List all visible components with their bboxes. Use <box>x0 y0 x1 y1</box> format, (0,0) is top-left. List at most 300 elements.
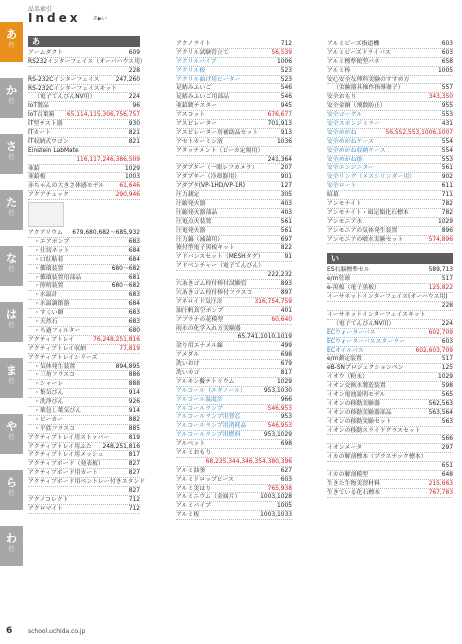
entry-name: ・洗浄びん <box>34 399 64 406</box>
index-entry[interactable] <box>176 40 292 49</box>
kana-tab-3[interactable] <box>0 190 23 230</box>
index-entry[interactable] <box>176 325 292 334</box>
index-entry[interactable] <box>327 102 453 111</box>
entry-page-refs: 819 <box>128 434 140 441</box>
index-entry[interactable] <box>327 409 453 418</box>
index-entry[interactable] <box>327 129 453 138</box>
index-entry[interactable] <box>176 76 292 85</box>
index-entry[interactable] <box>327 191 453 200</box>
entry-page-refs: 953,1030 <box>263 387 292 394</box>
index-entry[interactable] <box>28 478 146 487</box>
kana-tab-6[interactable] <box>0 358 23 398</box>
index-entry[interactable] <box>327 173 453 182</box>
index-entry[interactable] <box>176 67 292 76</box>
index-entry[interactable] <box>176 378 292 387</box>
entry-name: 安全金網（飛散防止） <box>327 103 386 110</box>
index-entry[interactable] <box>327 49 453 58</box>
entry-page-refs: 125,822 <box>428 285 453 292</box>
entry-name: アクアチェック <box>28 192 69 199</box>
index-entry[interactable] <box>28 58 146 67</box>
index-entry[interactable] <box>176 280 292 289</box>
index-entry[interactable] <box>176 405 292 414</box>
entry-page-refs: 712 <box>128 505 140 512</box>
index-entry[interactable] <box>176 236 292 245</box>
entry-name: eB-SNプロジェクションペン <box>327 365 404 372</box>
entry-page-refs: 125 <box>441 365 453 372</box>
entry-name: アルミ棒 <box>327 67 351 74</box>
index-entry[interactable] <box>176 307 292 316</box>
entry-name: アメダル <box>176 352 200 359</box>
index-entry[interactable] <box>327 355 453 364</box>
entry-page-refs: 589,713 <box>428 267 453 274</box>
index-column-3 <box>327 40 453 498</box>
index-entry[interactable] <box>176 369 292 378</box>
entry-page-refs: 343,350 <box>428 94 453 101</box>
index-entry[interactable] <box>176 422 292 431</box>
entry-name: IT型テスト器 <box>28 121 63 128</box>
entry-name: アクリル試験管立て <box>176 49 229 56</box>
entry-name: ・シャーレ <box>34 381 64 388</box>
entry-name: （実験器具操作指導冊子） <box>333 85 404 92</box>
entry-page-refs: 817 <box>280 369 292 376</box>
index-entry[interactable] <box>176 111 292 120</box>
entry-page-refs: 684 <box>128 256 140 263</box>
index-entry[interactable] <box>176 511 292 520</box>
entry-page-refs: 902 <box>441 174 453 181</box>
entry-name: e-黒板（電子黒板） <box>327 285 380 292</box>
entry-page-refs: 782 <box>441 201 453 208</box>
kana-tab-letter: あ <box>6 28 17 41</box>
index-entry[interactable] <box>327 373 453 382</box>
entry-page-refs: 1029 <box>438 374 453 381</box>
kana-tab-5[interactable] <box>0 302 23 342</box>
index-entry[interactable] <box>327 236 453 245</box>
entry-name: 圧力測定 <box>176 192 200 199</box>
entry-name: ・集気びん <box>34 390 64 397</box>
entry-page-refs: 684 <box>128 247 140 254</box>
index-entry[interactable] <box>327 400 453 409</box>
index-entry[interactable] <box>28 398 140 407</box>
entry-page-refs: 401 <box>280 307 292 314</box>
index-entry[interactable] <box>28 354 140 363</box>
index-entry[interactable] <box>28 443 140 452</box>
entry-page-refs: 712 <box>128 496 140 503</box>
index-entry[interactable] <box>176 493 292 502</box>
index-entry[interactable] <box>28 120 140 129</box>
index-column-1 <box>28 35 146 514</box>
index-entry[interactable] <box>327 147 453 156</box>
entry-name: 圧電点火装置 <box>176 218 212 225</box>
kana-tab-column <box>0 0 23 644</box>
index-entry[interactable] <box>327 67 453 76</box>
index-entry[interactable] <box>176 253 292 262</box>
entry-name: ・循環装置 <box>34 265 64 272</box>
index-entry[interactable] <box>28 191 140 200</box>
entry-page-refs: 603 <box>441 41 453 47</box>
index-entry[interactable] <box>176 440 292 449</box>
index-entry[interactable] <box>327 200 453 209</box>
index-entry[interactable] <box>327 164 453 173</box>
index-entry[interactable] <box>327 418 453 427</box>
index-category-label: 品名索引 <box>28 6 53 13</box>
kana-tab-gyo: 行 <box>8 378 15 385</box>
entry-name: アクティブトレイシリーズ <box>28 354 98 361</box>
entry-page-refs: 896 <box>441 227 453 234</box>
index-entry[interactable] <box>176 218 292 227</box>
entry-name: アンモニア水 <box>327 218 363 225</box>
index-entry[interactable] <box>176 209 292 218</box>
entry-name: 安心安全な理科実験のすすめ方 <box>327 76 410 83</box>
kana-tab-2[interactable] <box>0 134 23 174</box>
index-entry[interactable] <box>176 413 292 422</box>
kana-tab-letter: ま <box>6 364 17 377</box>
entry-page-refs: 297 <box>441 445 453 452</box>
kana-tab-4[interactable] <box>0 246 23 286</box>
index-entry[interactable] <box>28 247 140 256</box>
entry-name: アルミパイプ <box>176 503 211 510</box>
entry-name: アンモニアの噴水実験セット <box>327 236 404 243</box>
index-entry[interactable] <box>327 347 453 356</box>
index-entry[interactable] <box>28 85 140 94</box>
kana-tab-gyo: 行 <box>8 322 15 329</box>
index-entry[interactable] <box>327 93 453 102</box>
index-entry[interactable] <box>28 336 140 345</box>
entry-page-refs: 566 <box>441 436 453 443</box>
entry-name: アルコール（エタノール） <box>176 387 246 394</box>
index-entry[interactable] <box>28 309 140 318</box>
index-entry[interactable] <box>176 120 292 129</box>
entry-name: 圧力鍋（減菌用） <box>176 236 224 243</box>
index-entry[interactable] <box>176 262 292 271</box>
entry-name: 安全ロート <box>327 183 357 190</box>
kana-tab-letter: は <box>6 308 17 321</box>
entry-name: 圧縮発火器 <box>176 201 206 208</box>
entry-name: ・照明装置 <box>34 283 64 290</box>
index-entry[interactable] <box>176 84 292 93</box>
entry-name: e/m管球 <box>327 276 351 283</box>
index-entry[interactable] <box>327 320 453 329</box>
index-entry[interactable] <box>28 460 140 469</box>
index-entry[interactable] <box>327 471 453 480</box>
kana-tab-1[interactable] <box>0 78 23 118</box>
index-entry[interactable] <box>28 238 140 247</box>
entry-page-refs: 565 <box>441 391 453 398</box>
entry-page-refs: 1029 <box>438 218 453 225</box>
index-entry[interactable] <box>28 165 140 174</box>
index-entry[interactable] <box>176 164 292 173</box>
index-entry[interactable] <box>327 311 453 320</box>
index-entry[interactable] <box>176 93 292 102</box>
index-entry[interactable] <box>327 182 453 191</box>
entry-page-refs: 116,117,246,386,509 <box>76 156 140 163</box>
entry-name: アクノコレクト <box>28 496 69 503</box>
index-entry[interactable] <box>176 485 292 494</box>
entry-page-refs: 680 <box>128 327 140 334</box>
index-entry[interactable] <box>28 505 140 514</box>
index-entry[interactable] <box>28 380 140 389</box>
entry-name: ・三角フラスコ <box>34 372 76 379</box>
index-entry[interactable] <box>176 289 292 298</box>
entry-name: 後付型電子黒板キット <box>176 245 235 252</box>
index-entry[interactable] <box>176 129 292 138</box>
index-entry[interactable] <box>28 274 140 283</box>
index-entry[interactable] <box>28 129 140 138</box>
index-entry[interactable] <box>327 76 453 85</box>
index-entry[interactable] <box>327 329 453 338</box>
index-entry[interactable] <box>327 84 453 93</box>
entry-name: RS-232Cインターフェイス <box>28 76 100 83</box>
entry-name: ・平底フラスコ <box>34 425 76 432</box>
entry-name: アクティブトレイ用メッシュ <box>28 452 104 459</box>
index-entry[interactable] <box>327 111 453 120</box>
entry-name: 赤ちゃんの大きさ体感モデル <box>28 183 105 190</box>
index-entry[interactable] <box>176 182 292 191</box>
entry-name: アンモナイト・頭足類化石標本 <box>327 209 409 216</box>
index-entry[interactable] <box>28 173 140 182</box>
index-entry[interactable] <box>327 462 453 471</box>
index-entry[interactable] <box>28 76 140 85</box>
index-entry[interactable] <box>327 427 453 436</box>
index-entry[interactable] <box>176 138 292 147</box>
entry-page-refs: 966 <box>280 396 292 403</box>
index-entry[interactable] <box>176 49 292 58</box>
index-entry[interactable] <box>327 480 453 489</box>
entry-page-refs: 554 <box>441 147 453 154</box>
index-entry[interactable] <box>176 449 292 458</box>
index-entry[interactable] <box>327 293 453 302</box>
entry-page-refs: 248,251,816 <box>102 443 140 450</box>
entry-name: 安全めがね収納ケース <box>327 147 386 154</box>
index-entry[interactable] <box>327 266 453 275</box>
kana-tab-gyo: 行 <box>8 434 15 441</box>
entry-page-refs: 648 <box>441 471 453 478</box>
entry-page-refs: 224 <box>441 320 453 327</box>
entry-page-refs: 222,232 <box>267 272 292 279</box>
kana-tab-gyo: 行 <box>8 490 15 497</box>
entry-name: ・気体発生装置 <box>34 363 76 370</box>
index-entry[interactable] <box>28 451 140 460</box>
index-entry[interactable] <box>176 156 292 165</box>
entry-name: アルコール温度計 <box>176 396 223 403</box>
entry-name: 足踏みふいご <box>176 85 212 92</box>
index-entry[interactable] <box>176 244 292 253</box>
entry-page-refs: 61,646 <box>119 183 140 190</box>
entry-page-refs: 290,946 <box>115 192 140 199</box>
index-entry[interactable] <box>176 58 292 67</box>
entry-name: ・水温計 <box>34 292 58 299</box>
entry-page-refs: 683 <box>128 319 140 326</box>
index-entry[interactable] <box>327 218 453 227</box>
index-entry[interactable] <box>327 209 453 218</box>
index-entry[interactable] <box>28 318 140 327</box>
index-entry[interactable] <box>28 469 140 478</box>
index-entry[interactable] <box>176 200 292 209</box>
index-entry[interactable] <box>327 227 453 236</box>
index-entry[interactable] <box>28 389 140 398</box>
index-entry[interactable] <box>28 496 140 505</box>
index-entry[interactable] <box>28 434 140 443</box>
entry-name: 安全ゴーグル <box>327 112 363 119</box>
index-entry[interactable] <box>176 102 292 111</box>
index-entry[interactable] <box>176 173 292 182</box>
entry-page-refs: 602,709 <box>428 329 453 336</box>
kana-tab-letter: ら <box>6 476 17 489</box>
index-entry[interactable] <box>327 435 453 444</box>
index-entry[interactable] <box>28 345 140 354</box>
index-entry[interactable] <box>176 467 292 476</box>
entry-page-refs: 91 <box>284 254 292 261</box>
kana-tab-gyo: 行 <box>8 210 15 217</box>
entry-page-refs: 1029 <box>277 378 292 385</box>
entry-name: 亜鉛鍍テスター <box>176 103 217 110</box>
entry-page-refs: 885 <box>128 425 140 432</box>
entry-page-refs: 683 <box>128 239 140 246</box>
kana-tab-letter: わ <box>6 532 17 545</box>
entry-name: 洗いカゴ <box>176 369 200 376</box>
entry-name: イオウ（粉末） <box>327 374 369 381</box>
index-entry[interactable] <box>176 342 292 351</box>
index-entry[interactable] <box>176 147 292 156</box>
index-entry[interactable] <box>28 416 140 425</box>
page-title: Index <box>28 11 81 25</box>
index-entry[interactable] <box>176 360 292 369</box>
entry-page-refs: 215,663 <box>428 480 453 487</box>
entry-name: アクティブトレイ収納 <box>28 345 86 352</box>
index-entry[interactable] <box>327 302 453 311</box>
entry-name: 油圧帆真空ポンプ <box>176 307 224 314</box>
entry-name: イオンの移動実験器 <box>327 400 380 407</box>
index-entry[interactable] <box>28 425 140 434</box>
index-entry[interactable] <box>327 391 453 400</box>
index-entry[interactable] <box>176 431 292 440</box>
entry-name: ・エアポンプ <box>34 239 70 246</box>
entry-page-refs: 60,640 <box>271 316 292 323</box>
index-entry[interactable] <box>327 382 453 391</box>
entry-name: ECオイルバス <box>327 347 364 354</box>
entry-name: アルミ油釜 <box>176 467 206 474</box>
entry-page-refs: 517 <box>441 356 453 363</box>
index-entry[interactable] <box>176 396 292 405</box>
entry-name: アクリル板 <box>176 67 206 74</box>
index-entry[interactable] <box>28 67 140 76</box>
entry-name: イーサネットインターフェイスキット <box>327 311 426 318</box>
index-entry[interactable] <box>176 191 292 200</box>
index-entry[interactable] <box>28 282 140 291</box>
entry-page-refs: 553 <box>441 112 453 119</box>
entry-name: イオン交換水製造装置 <box>327 383 386 390</box>
entry-page-refs: 602,603,709 <box>415 347 453 354</box>
entry-name: 安全スポンジミラー <box>327 121 380 128</box>
entry-page-refs: 913 <box>280 129 292 136</box>
index-entry[interactable] <box>28 182 140 191</box>
index-entry[interactable] <box>176 227 292 236</box>
entry-page-refs: 827 <box>128 487 140 494</box>
index-entry[interactable] <box>176 387 292 396</box>
index-entry[interactable] <box>28 138 140 147</box>
index-entry[interactable] <box>327 338 453 347</box>
entry-name: アクリルパイプ <box>176 58 217 65</box>
index-column-2 <box>176 40 292 520</box>
entry-page-refs: 1036 <box>277 138 292 145</box>
index-entry[interactable] <box>327 284 453 293</box>
index-entry[interactable] <box>327 156 453 165</box>
kana-tab-8[interactable] <box>0 470 23 510</box>
entry-page-refs: 827 <box>128 461 140 468</box>
index-entry[interactable] <box>327 120 453 129</box>
entry-page-refs: 651 <box>441 463 453 470</box>
index-entry[interactable] <box>28 147 140 156</box>
index-entry[interactable] <box>28 229 140 238</box>
index-entry[interactable] <box>327 275 453 284</box>
index-entry[interactable] <box>28 291 140 300</box>
index-entry[interactable] <box>176 271 292 280</box>
entry-page-refs: 546 <box>280 94 292 101</box>
index-entry[interactable] <box>176 333 292 342</box>
entry-page-refs: 926 <box>128 399 140 406</box>
index-entry[interactable] <box>28 487 140 496</box>
index-entry[interactable] <box>28 256 140 265</box>
index-entry[interactable] <box>28 156 140 165</box>
entry-page-refs: 888 <box>128 381 140 388</box>
entry-name: イオンメータ <box>327 445 362 452</box>
entry-name: 圧縮発火器部品 <box>176 209 218 216</box>
index-entry[interactable] <box>28 371 140 380</box>
index-entry[interactable] <box>176 502 292 511</box>
index-entry[interactable] <box>28 265 140 274</box>
index-entry[interactable] <box>327 453 453 462</box>
entry-name: ・天然石 <box>34 319 58 326</box>
entry-page-refs: 1005 <box>277 503 292 510</box>
index-entry[interactable] <box>28 363 140 372</box>
entry-name: ・すくい網 <box>34 310 64 317</box>
entry-name: アルコールランプ用燃料 <box>176 432 241 439</box>
index-entry[interactable] <box>176 351 292 360</box>
index-entry[interactable] <box>327 58 453 67</box>
index-entry[interactable] <box>327 138 453 147</box>
kana-tab-9[interactable] <box>0 526 23 566</box>
kana-tab-7[interactable] <box>0 414 23 454</box>
entry-page-refs: 598 <box>441 383 453 390</box>
index-entry[interactable] <box>176 316 292 325</box>
index-entry[interactable] <box>28 93 140 102</box>
entry-page-refs: 56,539 <box>271 49 292 56</box>
entry-name: ECウォーターバススターラー <box>327 338 405 345</box>
kana-tab-0[interactable] <box>0 22 23 62</box>
kana-tab-letter: か <box>6 84 17 97</box>
index-entry[interactable] <box>327 364 453 373</box>
index-entry[interactable] <box>28 111 140 120</box>
index-entry[interactable] <box>28 300 140 309</box>
index-entry[interactable] <box>28 49 140 58</box>
index-entry[interactable] <box>327 489 453 498</box>
entry-page-refs: 697 <box>280 236 292 243</box>
entry-page-refs: 897 <box>280 289 292 296</box>
index-entry[interactable] <box>176 298 292 307</box>
index-entry[interactable] <box>28 102 140 111</box>
index-entry[interactable] <box>327 40 453 49</box>
index-entry[interactable] <box>176 458 292 467</box>
entry-page-refs: 603 <box>441 49 453 56</box>
entry-page-refs: 712 <box>280 41 292 47</box>
entry-name: アスピレーター用補助品セット <box>176 129 259 136</box>
entry-name: アダプター（一眼レフカメラ） <box>176 165 258 172</box>
index-entry[interactable] <box>28 407 140 416</box>
entry-page-refs: 711 <box>441 192 453 199</box>
index-entry[interactable] <box>28 327 140 336</box>
index-entry[interactable] <box>327 444 453 453</box>
kana-tab-letter: さ <box>6 140 17 153</box>
index-entry[interactable] <box>176 476 292 485</box>
